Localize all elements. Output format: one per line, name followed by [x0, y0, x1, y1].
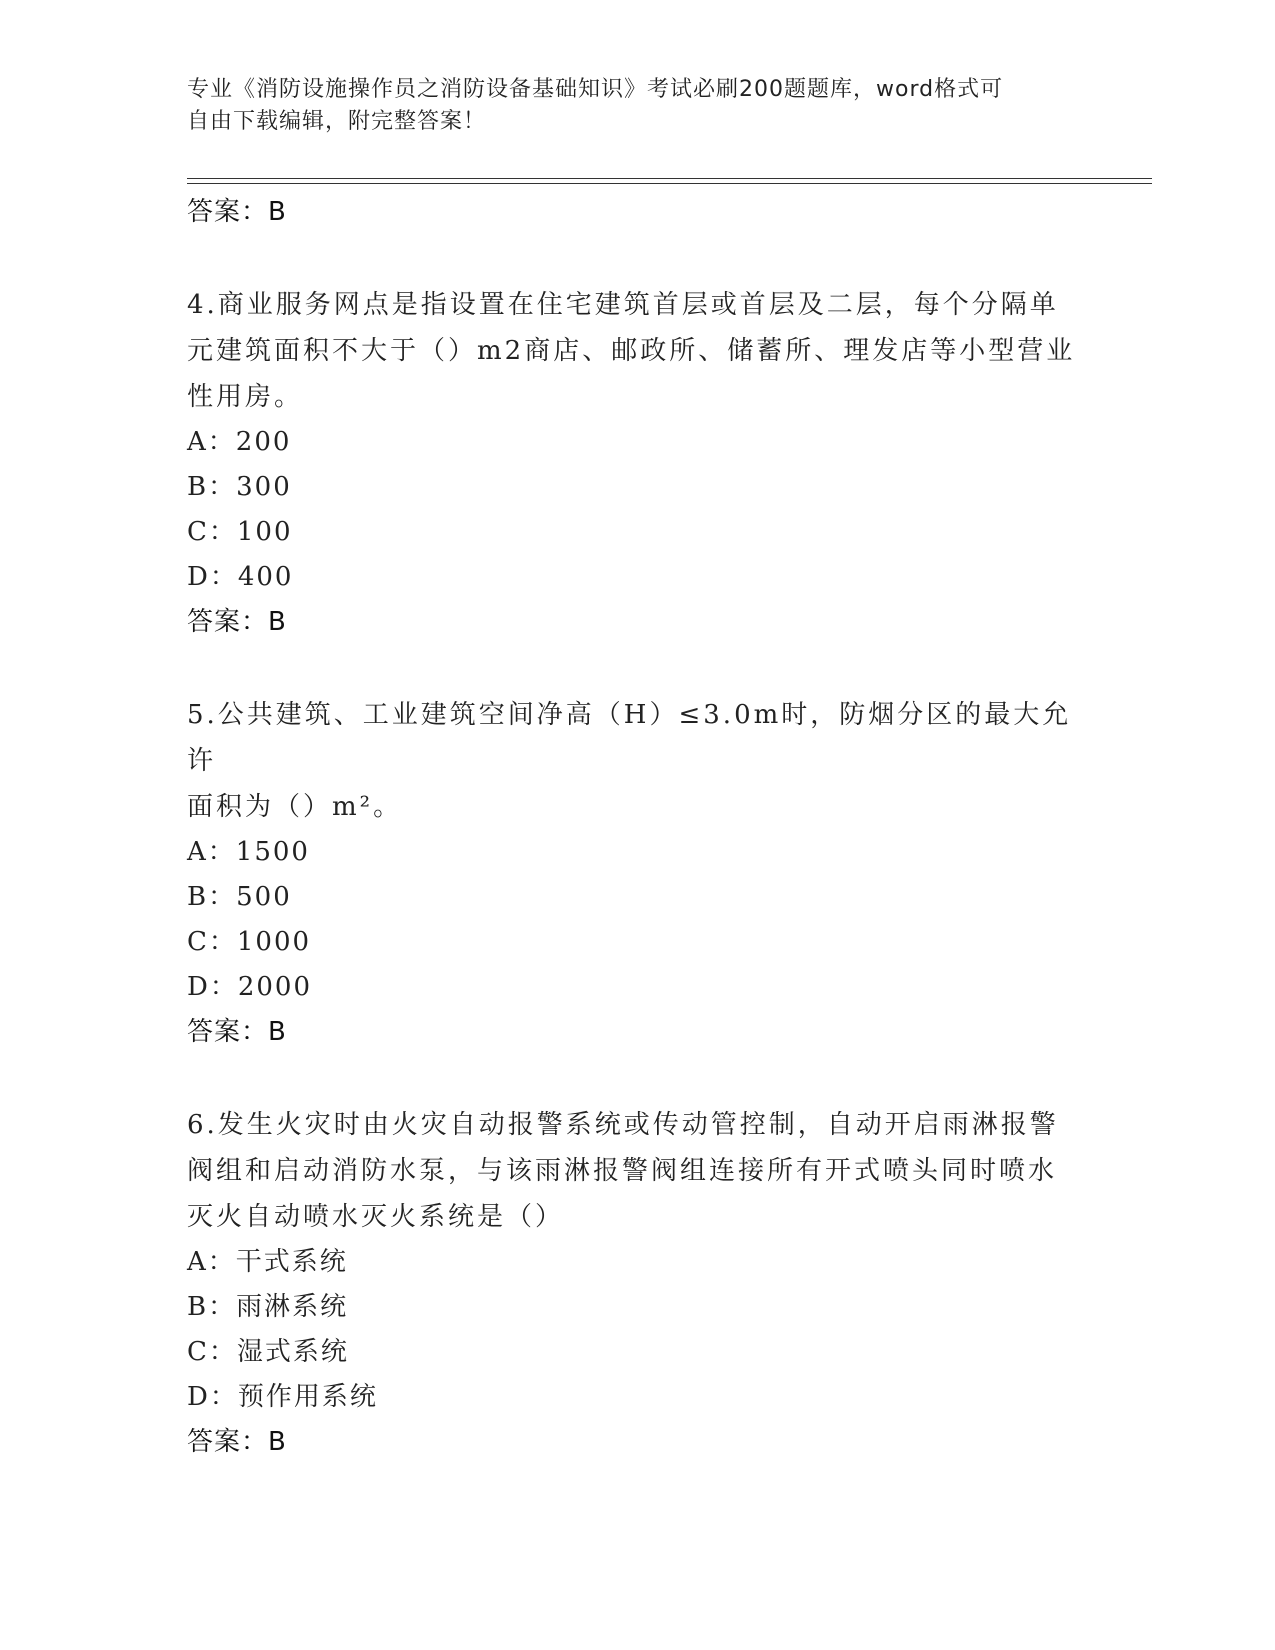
- question-stem: [187, 282, 1087, 420]
- option-b: B：500: [187, 882, 292, 912]
- document-header: [187, 74, 1067, 138]
- option-b: B：300: [187, 472, 292, 502]
- option-c: C：100: [187, 517, 293, 547]
- answer-line: 答案：B: [187, 607, 287, 637]
- header-divider: [187, 178, 1152, 184]
- header-line-2: 自由下载编辑，附完整答案！: [187, 109, 487, 134]
- question-block: [187, 1102, 1087, 1464]
- question-stem: [187, 1102, 1087, 1240]
- answer-line: 答案：B: [187, 1427, 287, 1457]
- option-d: D：2000: [187, 972, 313, 1002]
- option-a: A：200: [187, 427, 292, 457]
- question-stem-line: 元建筑面积不大于（）m2商店、邮政所、储蓄所、理发店等小型营业: [187, 336, 1076, 366]
- question-block: [187, 692, 1087, 1054]
- question-stem-line: 5.公共建筑、工业建筑空间净高（H）≤3.0m时，防烟分区的最大允许: [187, 700, 1072, 776]
- question-list: [187, 190, 1087, 1464]
- question-stem-line: 面积为（）m²。: [187, 792, 403, 822]
- option-d: D：预作用系统: [187, 1382, 378, 1412]
- question-stem-line: 阀组和启动消防水泵，与该雨淋报警阀组连接所有开式喷头同时喷水: [187, 1156, 1058, 1186]
- question-spacer: [187, 644, 1087, 692]
- option-b: B：雨淋系统: [187, 1292, 349, 1322]
- option-d: D：400: [187, 562, 294, 592]
- question-spacer: [187, 1054, 1087, 1102]
- question-stem-line: 6.发生火灾时由火灾自动报警系统或传动管控制，自动开启雨淋报警: [187, 1110, 1059, 1140]
- answer-line: 答案：B: [187, 1017, 287, 1047]
- option-a: A：干式系统: [187, 1247, 348, 1277]
- header-line-1: 专业《消防设施操作员之消防设备基础知识》考试必刷200题题库，word格式可: [187, 77, 1004, 102]
- answer-line: 答案：B: [187, 197, 287, 227]
- question-stem-line: 性用房。: [187, 382, 304, 412]
- option-c: C：湿式系统: [187, 1337, 349, 1367]
- option-a: A：1500: [187, 837, 310, 867]
- question-block: [187, 282, 1087, 644]
- option-c: C：1000: [187, 927, 312, 957]
- question-stem-line: 4.商业服务网点是指设置在住宅建筑首层或首层及二层，每个分隔单: [187, 290, 1059, 320]
- question-stem: [187, 692, 1087, 830]
- question-spacer: [187, 234, 1087, 282]
- question-stem-line: 灭火自动喷水灭火系统是（）: [187, 1202, 565, 1232]
